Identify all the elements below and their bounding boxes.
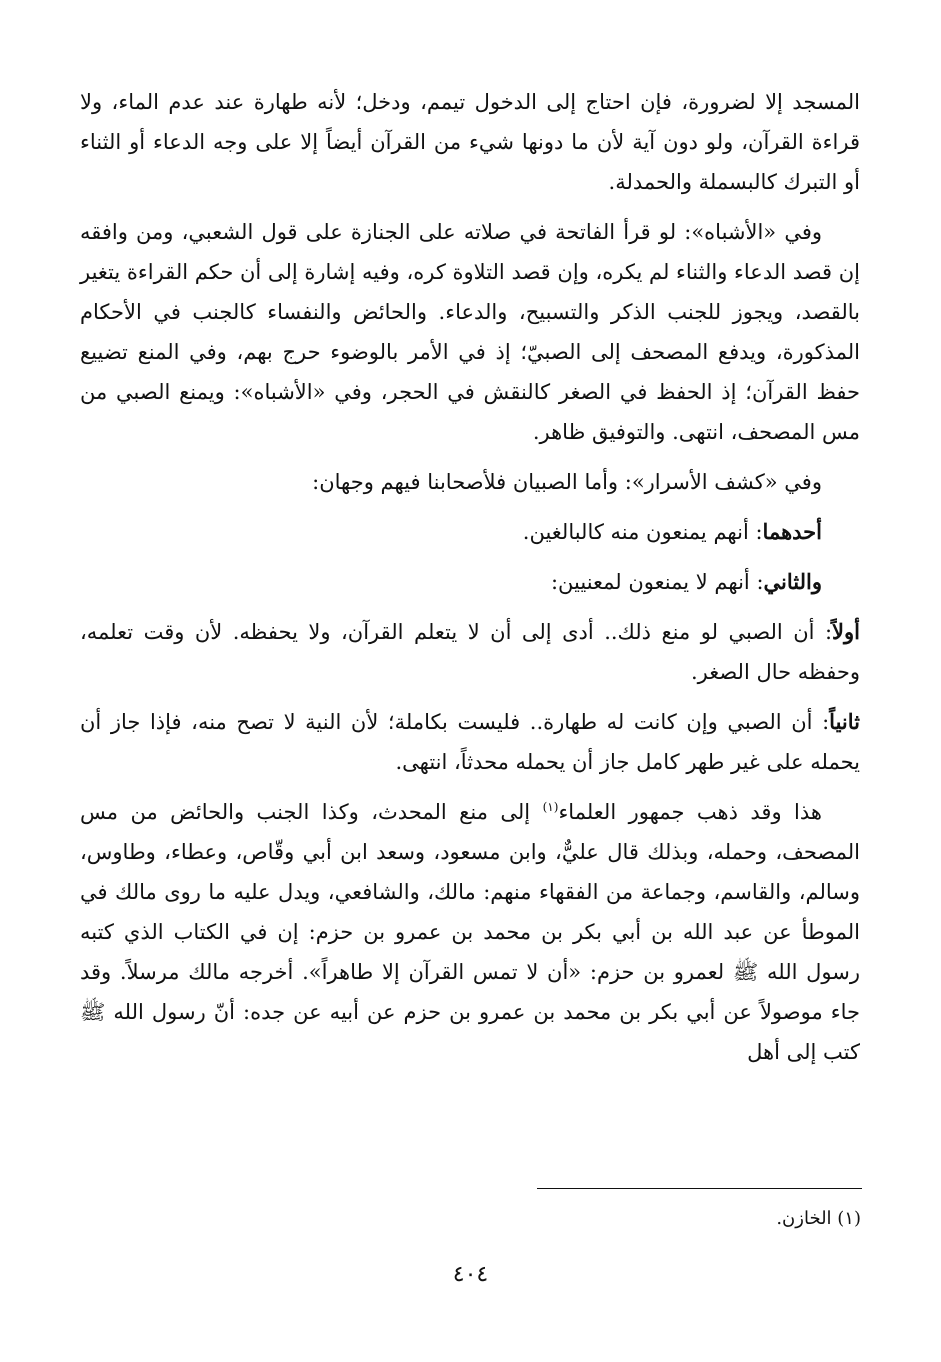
paragraph-4 [80, 512, 860, 552]
paragraph-7-lead: ثانياً [829, 709, 860, 734]
paragraph-5-text: : أنهم لا يمنعون لمعنيين: [550, 570, 764, 594]
paragraph-5 [80, 562, 860, 602]
paragraph-6 [80, 612, 860, 692]
paragraph-3 [80, 462, 860, 502]
paragraph-8-text-before-note: هذا وقد ذهب جمهور العلماء [558, 800, 822, 824]
footnote-marker: (١) [542, 800, 559, 814]
paragraph-6-lead: أولاً [832, 619, 860, 644]
page-number-text: ٤٠٤ [452, 1262, 489, 1287]
main-text-block [80, 82, 860, 1082]
page-number [0, 1262, 941, 1287]
paragraph-8 [80, 792, 860, 1072]
paragraph-1-text: المسجد إلا لضرورة، فإن احتاج إلى الدخول تيمم، ودخل؛ لأنه طهارة عند عدم الماء، ولا قراءة القرآن، ولو دون آية لأن ما دونها شيء من القرآن أيضاً إلا على وجه الدعاء أو الثناء أو التبرك كالبسملة والحمدلة. [80, 90, 860, 194]
paragraph-3-text: وفي «كشف الأسرار»: وأما الصبيان فلأصحابنا فيهم وجهان: [312, 470, 822, 494]
paragraph-2-text: وفي «الأشباه»: لو قرأ الفاتحة في صلاته على الجنازة على قول الشعبي، ومن وافقه إن قصد الدعاء والثناء لم يكره، وإن قصد التلاوة كره، وفيه إشارة إلى أن حكم القراءة يتغير بالقصد، ويجوز للجنب الذكر والتسبيح، والدعاء. والحائض والنفساء كالجنب في الأحكام المذكورة، ويدفع المصحف إلى الصبيّ؛ إذ في الأمر بالوضوء حرج بهم، وفي المنع تضييع حفظ القرآن؛ إذ الحفظ في الصغر كالنقش في الحجر، وفي «الأشباه»: ويمنع الصبي من مس المصحف، انتهى. والتوفيق ظاهر. [80, 220, 860, 444]
paragraph-5-lead: والثاني [763, 569, 822, 594]
paragraph-7 [80, 702, 860, 782]
footnote-divider [537, 1188, 862, 1189]
paragraph-4-lead: أحدهما [762, 519, 822, 544]
paragraph-8-text: إلى منع المحدث، وكذا الجنب والحائض من مس المصحف، وحمله، وبذلك قال عليٌّ، وابن مسعود، وسعد ابن أبي وقّاص، وعطاء، وطاوس، وسالم، والقاسم، وجماعة من الفقهاء منهم: مالك، والشافعي، ويدل عليه ما روى مالك في الموطأ عن عبد الله بن أبي بكر بن محمد بن عمرو بن حزم: إن في الكتاب الذي كتبه رسول الله ﷺ لعمرو بن حزم: «أن لا تمس القرآن إلا طاهراً». أخرجه مالك مرسلاً. وقد جاء موصولاً عن أبي بكر بن محمد بن عمرو بن حزم عن أبيه عن جده: أنّ رسول الله ﷺ كتب إلى أهل [80, 800, 860, 1064]
paragraph-1 [80, 82, 860, 202]
paragraph-6-text: : أن الصبي لو منع ذلك.. أدى إلى أن لا يتعلم القرآن، ولا يحفظه. لأن وقت تعلمه، وحفظه حال الصغر. [80, 620, 860, 684]
footnote-text: (١) الخازن. [776, 1208, 861, 1229]
paragraph-2 [80, 212, 860, 452]
paragraph-4-text: : أنهم يمنعون منه كالبالغين. [522, 520, 763, 544]
footnote [541, 1206, 861, 1232]
paragraph-7-text: : أن الصبي وإن كانت له طهارة.. فليست بكاملة؛ لأن النية لا تصح منه، فإذا جاز أن يحمله على غير طهر كامل جاز أن يحمله محدثاً، انتهى. [80, 710, 860, 774]
